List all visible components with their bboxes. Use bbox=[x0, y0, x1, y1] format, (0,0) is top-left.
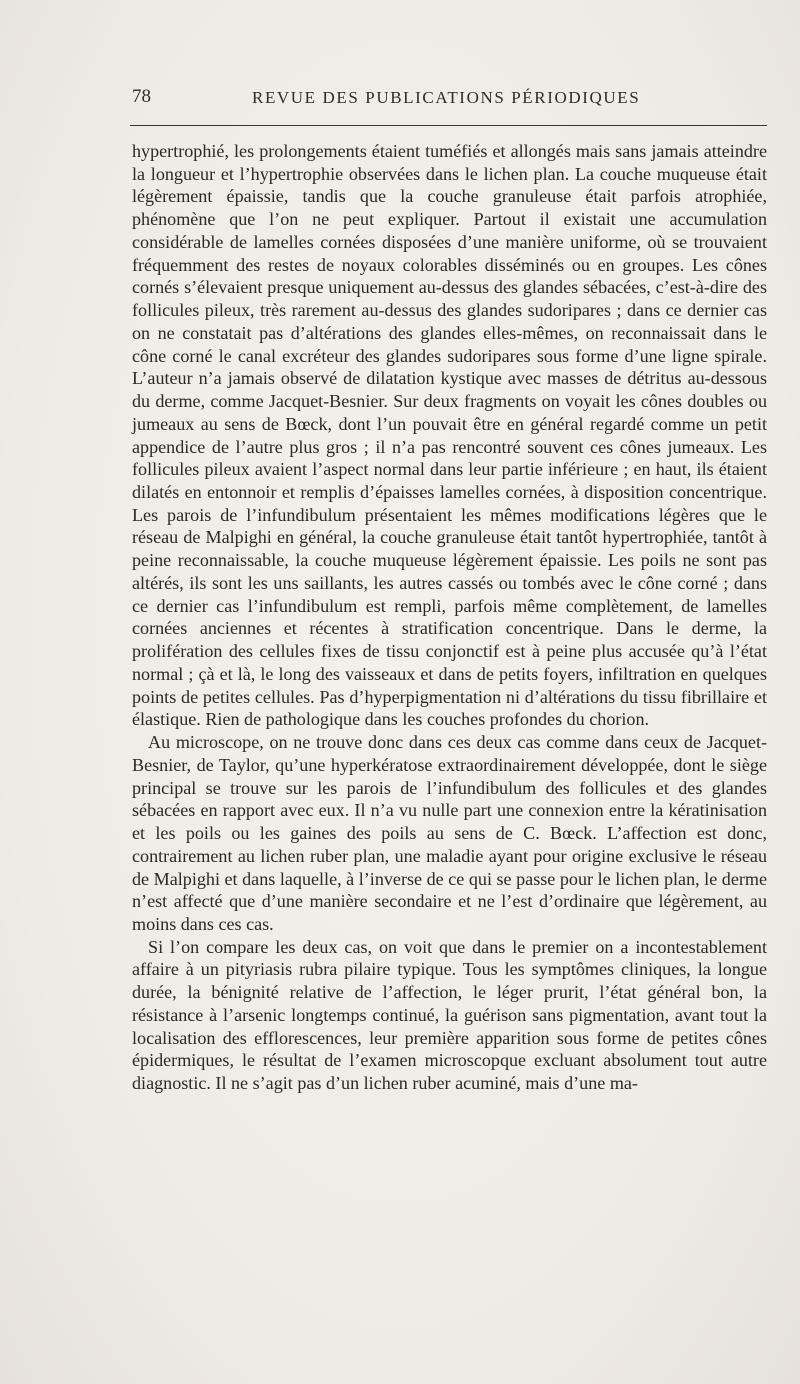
page-header bbox=[132, 86, 766, 112]
paragraph-microscope: Au microscope, on ne trouve donc dans ces deux cas comme dans ceux de Jacquet-Besnier, de Taylor, qu’une hyperkératose extraordinairement développée, dont le siège principal se trouve sur les parois de l’infundibulum des follicules et des glandes sébacées en rapport avec eux. Il n’a vu nulle part une connexion entre la kératinisation et les poils ou les gaines des poils au sens de C. Bœck. L’affection est donc, contrairement au lichen ruber plan, une maladie ayant pour origine exclusive le réseau de Malpighi et dans laquelle, à l’inverse de ce qui se passe pour le lichen plan, le derme n’est affecté que d’une manière secondaire et ne l’est d’ordinaire que légèrement, au moins dans ces cas. bbox=[132, 732, 767, 934]
header-rule bbox=[130, 125, 767, 126]
page-number: 78 bbox=[132, 86, 151, 107]
running-title: REVUE DES PUBLICATIONS PÉRIODIQUES bbox=[252, 88, 641, 107]
paragraph-continued: hypertrophié, les prolongements étaient tuméfiés et allongés mais sans jamais atteindre la longueur et l’hypertrophie observées dans le lichen plan. La couche muqueuse était légèrement épaissie, tandis que la couche granuleuse était parfois atrophiée, phénomène que l’on ne peut expliquer. Partout il existait une accumulation considérable de lamelles cornées disposées d’une manière uniforme, où se trouvaient fréquemment des restes de noyaux colorables disséminés ou en groupes. Les cônes cornés s’élevaient presque uniquement au-dessus des glandes sébacées, c’est-à-dire des follicules pileux, très rarement au-dessus des glandes sudoripares ; dans ce dernier cas on ne constatait pas d’altérations des glandes elles-mêmes, on reconnaissait dans le cône corné le canal excréteur des glandes sudoripares sous forme d’une ligne spirale. L’auteur n’a jamais observé de dilatation kystique avec masses de détritus au-dessous du derme, comme Jacquet-Besnier. Sur deux fragments on voyait les cônes doubles ou jumeaux au sens de Bœck, dont l’un pouvait être en général regardé comme un petit appendice de l’autre plus gros ; il n’a pas rencontré souvent ces cônes jumeaux. Les follicules pileux avaient l’aspect normal dans leur partie inférieure ; en haut, ils étaient dilatés en entonnoir et remplis d’épaisses lamelles cornées, à disposition concentrique. Les parois de l’infundibulum présentaient les mêmes modifications légères que le réseau de Malpighi en général, la couche granuleuse était tantôt hypertrophiée, tantôt à peine reconnaissable, la couche muqueuse légèrement épaissie. Les poils ne sont pas altérés, ils sont les uns saillants, les autres cassés ou tombés avec le cône corné ; dans ce dernier cas l’infundibulum est rempli, parfois même complètement, de lamelles cornées anciennes et récentes à stratification concentrique. Dans le derme, la prolifération des cellules fixes de tissu conjonctif est à peine plus accusée qu’à l’état normal ; çà et là, le long des vaisseaux et dans de petits foyers, infiltration en quelques points de petites cellules. Pas d’hyperpigmentation ni d’altérations du tissu fibrillaire et élastique. Rien de pathologique dans les couches profondes du chorion. bbox=[132, 141, 767, 730]
body-text bbox=[132, 140, 767, 1095]
paragraph-comparison: Si l’on compare les deux cas, on voit que dans le premier on a incontestablement affaire à un pityriasis rubra pilaire typique. Tous les symptômes cliniques, la longue durée, la bénignité relative de l’affection, le léger prurit, l’état général bon, la résistance à l’arsenic longtemps continué, la guérison sans pigmentation, avant tout la localisation des efflorescences, leur première apparition sous forme de petites cônes épidermiques, le résultat de l’examen microscopque excluant absolument tout autre diagnostic. Il ne s’agit pas d’un lichen ruber acuminé, mais d’une ma- bbox=[132, 936, 767, 1094]
